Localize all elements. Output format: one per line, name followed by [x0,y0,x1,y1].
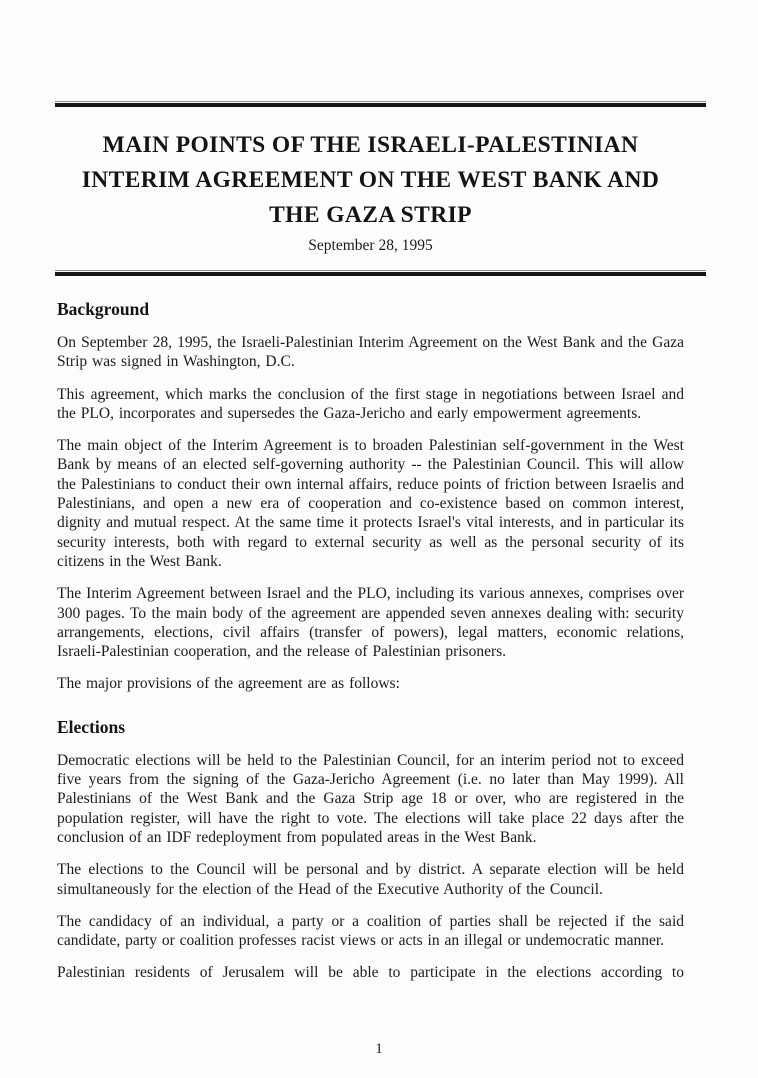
paragraph: The main object of the Interim Agreement is to broaden Palestinian self-government in the West Bank by means of an elected self-governing authority -- the Palestinian Council. This will allow the Palestinians to conduct their own internal affairs, reduce points of friction between Israelis and Palestinians, and open a new era of cooperation and co-existence based on common interest, dignity and mutual respect. At the same time it protects Israel's vital interests, and in particular its security interests, both with regard to external security as well as the personal security of its citizens in the West Bank. [57,437,684,570]
paragraph: Palestinian residents of Jerusalem will be able to participate in the elections according to [57,964,684,982]
page-number: 1 [375,1041,383,1057]
section-heading-background: Background [57,299,150,319]
paragraph: The Interim Agreement between Israel and the PLO, including its various annexes, comprises over 300 pages. To the main body of the agreement are appended seven annexes dealing with: security arrangements, elections, civil affairs (transfer of powers), legal matters, economic relations, Israeli-Palestinian cooperation, and the release of Palestinian prisoners. [57,585,684,661]
document-date: September 28, 1995 [308,237,433,254]
document-title-line: MAIN POINTS OF THE ISRAELI-PALESTINIAN [102,132,639,158]
paragraph: This agreement, which marks the conclusion of the first stage in negotiations between Israel and the PLO, incorporates and supersedes the Gaza-Jericho and early empowerment agreements. [57,385,684,422]
document-content [57,101,684,983]
paragraph: The candidacy of an individual, a party or a coalition of parties shall be rejected if the said candidate, party or coalition professes racist views or acts in an illegal or undemocratic manner. [57,912,684,950]
section-heading-elections: Elections [57,716,126,737]
document-title-line: THE GAZA STRIP [269,202,472,228]
paragraph: The major provisions of the agreement are as follows: [57,675,400,693]
middle-double-rule [55,270,706,276]
document-title [57,128,684,233]
document-title-line: INTERIM AGREEMENT ON THE WEST BANK AND [81,167,660,193]
top-double-rule [55,101,706,107]
paragraph: The elections to the Council will be personal and by district. A separate election will be held simultaneously for the election of the Head of the Executive Authority of the Council. [57,861,684,898]
paragraph: Democratic elections will be held to the Palestinian Council, for an interim period not to exceed five years from the signing of the Gaza-Jericho Agreement (i.e. no later than May 1999). All Palestinians of the West Bank and the Gaza Strip age 18 or over, who are registered in the population register, will have the right to vote. The elections will take place 22 days after the conclusion of an IDF redeployment from populated areas in the West Bank. [57,751,684,846]
paragraph: On September 28, 1995, the Israeli-Palestinian Interim Agreement on the West Bank and the Gaza Strip was signed in Washington, D.C. [57,334,684,371]
